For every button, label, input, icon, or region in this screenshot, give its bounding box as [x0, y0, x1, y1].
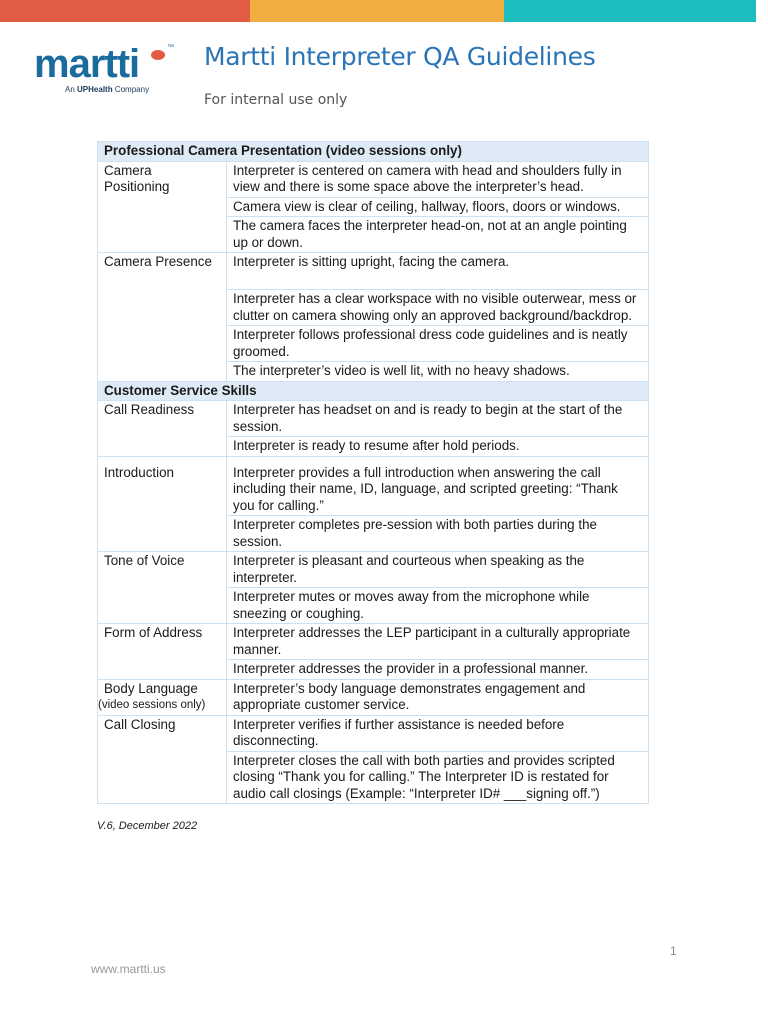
category-cell: Form of Address	[98, 624, 227, 680]
category-cell: Call Closing	[98, 715, 227, 804]
logo-wordmark: martti	[34, 42, 140, 86]
logo-tagline: An UPHealth Company	[65, 85, 150, 94]
category-cell: Camera Positioning	[98, 161, 227, 253]
category-cell: Tone of Voice	[98, 552, 227, 624]
top-bar-orange-segment	[250, 0, 504, 22]
table-row	[98, 456, 649, 516]
page-title: Martti Interpreter QA Guidelines	[204, 42, 596, 71]
table-row	[98, 161, 649, 197]
criterion-cell: Interpreter provides a full introduction when answering the call including their name, ID, language, and scripted greeting: “Thank you for calling.”	[227, 456, 649, 516]
section-header-row	[98, 142, 649, 162]
criterion-cell: Interpreter is centered on camera with head and shoulders fully in view and there is some space above the interpreter’s head.	[227, 161, 649, 197]
table-row	[98, 253, 649, 290]
category-cell: Camera Presence	[98, 253, 227, 382]
criterion-cell: Interpreter follows professional dress code guidelines and is neatly groomed.	[227, 326, 649, 362]
table-row	[98, 679, 649, 715]
footer-url: www.martti.us	[91, 962, 166, 976]
criterion-cell: Interpreter is pleasant and courteous when speaking as the interpreter.	[227, 552, 649, 588]
table-row	[98, 552, 649, 588]
section-title: Customer Service Skills	[98, 381, 649, 401]
category-cell: Introduction	[98, 456, 227, 552]
top-color-bar	[0, 0, 768, 22]
page-number: 1	[670, 944, 677, 958]
page-subtitle: For internal use only	[204, 92, 348, 108]
top-bar-teal-segment	[504, 0, 756, 22]
section-title: Professional Camera Presentation (video sessions only)	[98, 142, 649, 162]
version-note: V.6, December 2022	[97, 820, 198, 832]
category-cell	[98, 679, 227, 715]
category-name: Body Language	[104, 680, 198, 696]
criterion-cell: Interpreter mutes or moves away from the microphone while sneezing or coughing.	[227, 588, 649, 624]
section-header-row	[98, 381, 649, 401]
category-note: (video sessions only)	[98, 699, 206, 711]
martti-logo	[34, 44, 174, 100]
criterion-cell: The interpreter’s video is well lit, with no heavy shadows.	[227, 362, 649, 382]
criterion-cell: Interpreter is sitting upright, facing the camera.	[227, 253, 649, 290]
criterion-cell: Interpreter closes the call with both parties and provides scripted closing “Thank you for calling.” The Interpreter ID is restated for audio call closings (Example: “Interpreter ID# ___signing off.”)	[227, 751, 649, 804]
criterion-cell: The camera faces the interpreter head-on, not at an angle pointing up or down.	[227, 217, 649, 253]
table-row	[98, 401, 649, 437]
logo-trademark: ™	[167, 44, 174, 51]
criterion-cell: Interpreter has a clear workspace with no visible outerwear, mess or clutter on camera showing only an approved background/backdrop.	[227, 290, 649, 326]
criterion-cell: Interpreter is ready to resume after hold periods.	[227, 437, 649, 457]
criterion-cell: Camera view is clear of ceiling, hallway, floors, doors or windows.	[227, 197, 649, 217]
category-cell: Call Readiness	[98, 401, 227, 457]
criterion-cell: Interpreter verifies if further assistance is needed before disconnecting.	[227, 715, 649, 751]
top-bar-red-segment	[0, 0, 250, 22]
criterion-cell: Interpreter’s body language demonstrates engagement and appropriate customer service.	[227, 679, 649, 715]
table-row	[98, 624, 649, 660]
qa-guidelines-table	[97, 141, 649, 804]
logo-dot-icon	[151, 50, 165, 60]
table-row	[98, 715, 649, 751]
criterion-cell: Interpreter addresses the LEP participant in a culturally appropriate manner.	[227, 624, 649, 660]
criterion-cell: Interpreter completes pre-session with both parties during the session.	[227, 516, 649, 552]
criterion-cell: Interpreter addresses the provider in a professional manner.	[227, 660, 649, 680]
criterion-cell: Interpreter has headset on and is ready to begin at the start of the session.	[227, 401, 649, 437]
